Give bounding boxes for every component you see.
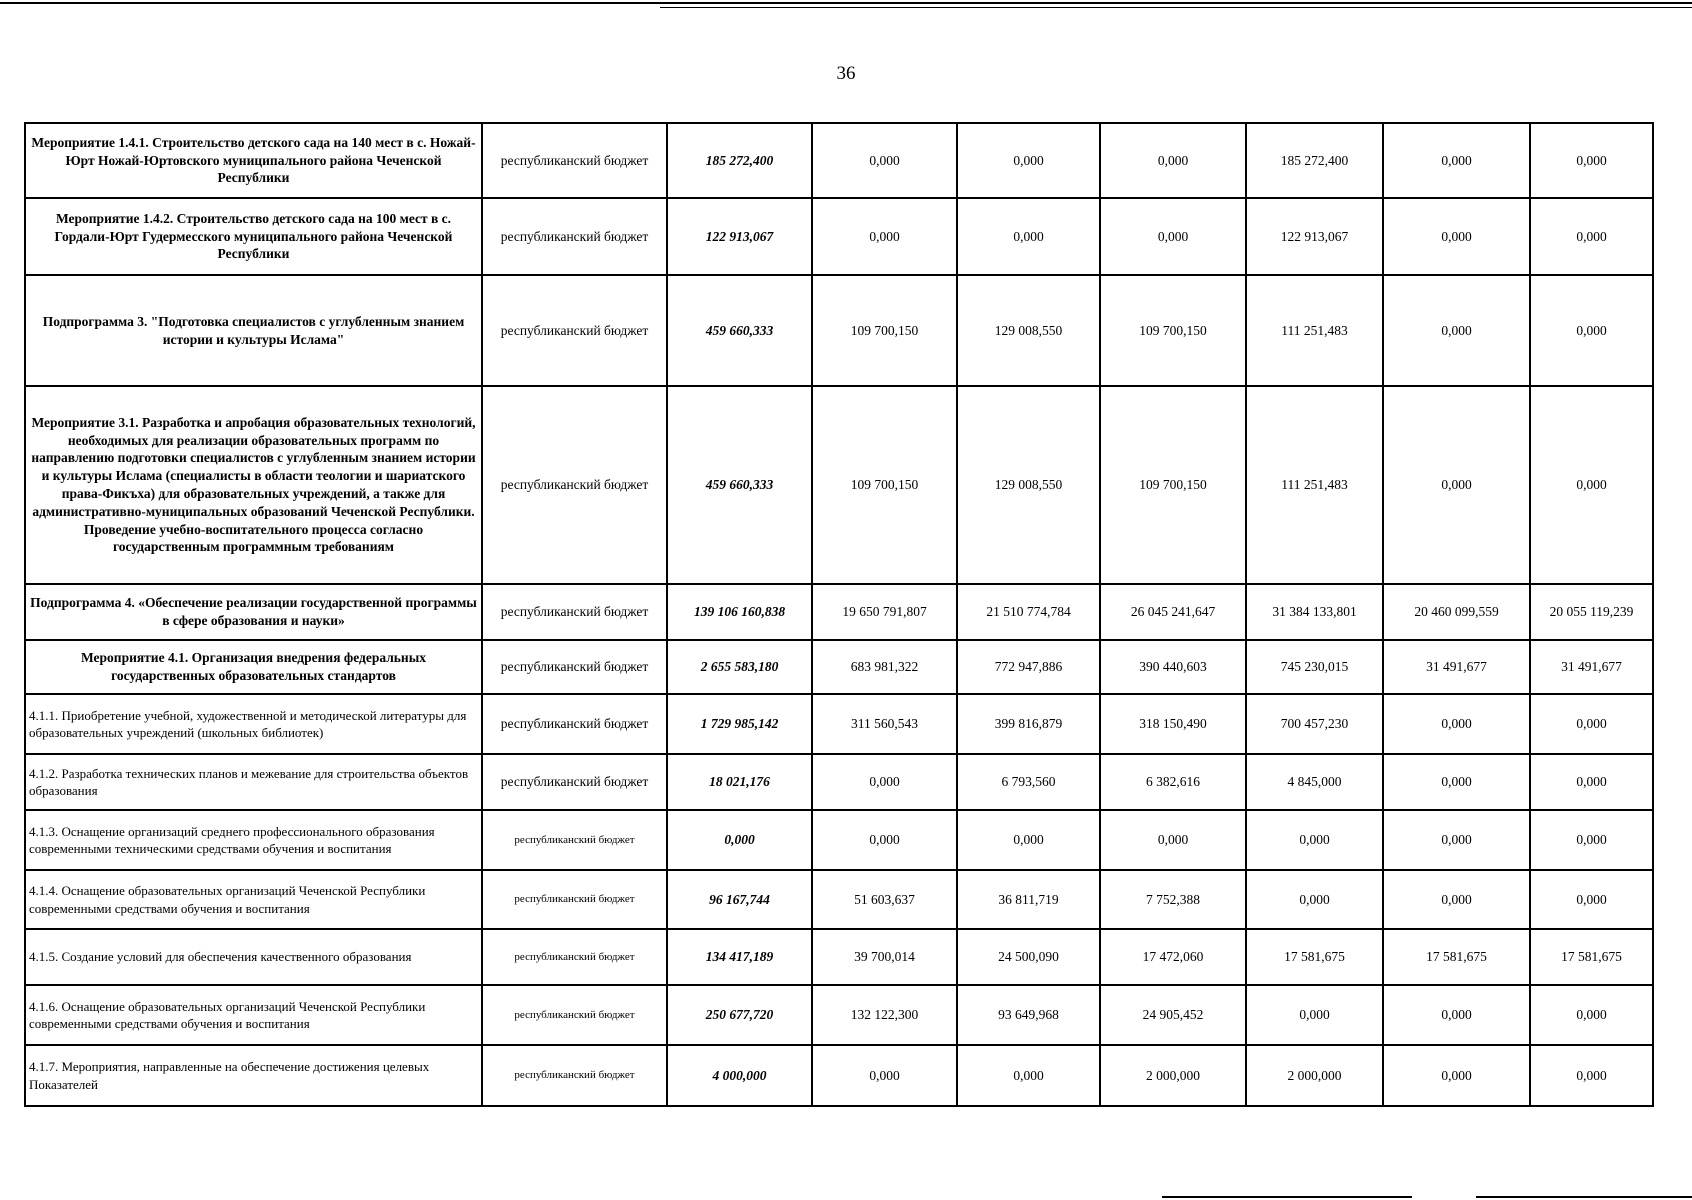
year-amount-6: 31 491,677 [1530,640,1653,694]
year-amount-2: 0,000 [957,1045,1100,1106]
year-amount-5: 0,000 [1383,198,1530,275]
year-amount-5: 0,000 [1383,694,1530,754]
table-row [25,1045,1653,1106]
total-amount: 2 655 583,180 [667,640,812,694]
year-amount-1: 132 122,300 [812,985,957,1045]
funding-source: республиканский бюджет [482,754,667,810]
budget-table [24,122,1654,1107]
year-amount-3: 24 905,452 [1100,985,1246,1045]
year-amount-4: 0,000 [1246,985,1383,1045]
funding-source: республиканский бюджет [482,694,667,754]
year-amount-5: 0,000 [1383,810,1530,870]
total-amount: 0,000 [667,810,812,870]
funding-source: республиканский бюджет [482,870,667,929]
year-amount-5: 20 460 099,559 [1383,584,1530,640]
funding-source: республиканский бюджет [482,1045,667,1106]
year-amount-5: 0,000 [1383,386,1530,584]
table-row [25,985,1653,1045]
row-description: Подпрограмма 4. «Обеспечение реализации государственной программы в сфере образования и науки» [25,584,482,640]
table-row [25,584,1653,640]
year-amount-3: 17 472,060 [1100,929,1246,985]
year-amount-1: 39 700,014 [812,929,957,985]
year-amount-6: 0,000 [1530,810,1653,870]
year-amount-1: 19 650 791,807 [812,584,957,640]
scan-top-line-right [660,7,1692,8]
total-amount: 250 677,720 [667,985,812,1045]
total-amount: 122 913,067 [667,198,812,275]
total-amount: 185 272,400 [667,123,812,198]
year-amount-1: 311 560,543 [812,694,957,754]
year-amount-4: 111 251,483 [1246,386,1383,584]
year-amount-5: 0,000 [1383,1045,1530,1106]
total-amount: 459 660,333 [667,275,812,386]
year-amount-1: 109 700,150 [812,386,957,584]
year-amount-2: 21 510 774,784 [957,584,1100,640]
year-amount-2: 36 811,719 [957,870,1100,929]
year-amount-6: 0,000 [1530,754,1653,810]
year-amount-2: 0,000 [957,198,1100,275]
row-description: Подпрограмма 3. "Подготовка специалистов с углубленным знанием истории и культуры Ислама" [25,275,482,386]
total-amount: 4 000,000 [667,1045,812,1106]
year-amount-2: 24 500,090 [957,929,1100,985]
year-amount-1: 0,000 [812,198,957,275]
year-amount-5: 17 581,675 [1383,929,1530,985]
year-amount-3: 26 045 241,647 [1100,584,1246,640]
year-amount-6: 0,000 [1530,985,1653,1045]
row-description: 4.1.5. Создание условий для обеспечения качественного образования [25,929,482,985]
funding-source: республиканский бюджет [482,929,667,985]
scan-bottom-line-left [1162,1196,1412,1198]
page-number: 36 [836,63,856,84]
year-amount-3: 390 440,603 [1100,640,1246,694]
year-amount-4: 0,000 [1246,870,1383,929]
scan-bottom-line-right [1476,1196,1692,1198]
row-description: Мероприятие 3.1. Разработка и апробация образовательных технологий, необходимых для реализации образовательных программ по направлению подготовки специалистов с углубленным знанием истории и культуры Ислама (специалисты в области теологии и шариатского права-Фикъха) для образовательных учреждений, а также для административно-муниципальных образований Чеченской Республики. Проведение учебно-воспитательного процесса согласно государственным программным требованиям [25,386,482,584]
total-amount: 1 729 985,142 [667,694,812,754]
table-row [25,870,1653,929]
year-amount-6: 0,000 [1530,870,1653,929]
year-amount-6: 0,000 [1530,386,1653,584]
year-amount-1: 683 981,322 [812,640,957,694]
row-description: 4.1.3. Оснащение организаций среднего профессионального образования современными техническими средствами обучения и воспитания [25,810,482,870]
total-amount: 139 106 160,838 [667,584,812,640]
funding-source: республиканский бюджет [482,198,667,275]
table-row [25,810,1653,870]
year-amount-1: 0,000 [812,754,957,810]
funding-source: республиканский бюджет [482,810,667,870]
funding-source: республиканский бюджет [482,985,667,1045]
year-amount-1: 51 603,637 [812,870,957,929]
table-row [25,929,1653,985]
year-amount-1: 0,000 [812,1045,957,1106]
year-amount-5: 0,000 [1383,870,1530,929]
year-amount-2: 6 793,560 [957,754,1100,810]
year-amount-6: 0,000 [1530,1045,1653,1106]
year-amount-5: 31 491,677 [1383,640,1530,694]
year-amount-3: 2 000,000 [1100,1045,1246,1106]
row-description: Мероприятие 1.4.2. Строительство детского сада на 100 мест в с. Гордали-Юрт Гудермесского муниципального района Чеченской Республики [25,198,482,275]
table-row [25,694,1653,754]
year-amount-1: 0,000 [812,810,957,870]
year-amount-6: 20 055 119,239 [1530,584,1653,640]
year-amount-4: 2 000,000 [1246,1045,1383,1106]
year-amount-2: 93 649,968 [957,985,1100,1045]
year-amount-4: 31 384 133,801 [1246,584,1383,640]
year-amount-2: 399 816,879 [957,694,1100,754]
year-amount-1: 109 700,150 [812,275,957,386]
year-amount-6: 0,000 [1530,694,1653,754]
year-amount-5: 0,000 [1383,123,1530,198]
year-amount-3: 6 382,616 [1100,754,1246,810]
year-amount-2: 0,000 [957,810,1100,870]
year-amount-3: 0,000 [1100,810,1246,870]
year-amount-1: 0,000 [812,123,957,198]
scan-top-line [0,2,1692,4]
year-amount-3: 109 700,150 [1100,275,1246,386]
table-row [25,198,1653,275]
year-amount-6: 0,000 [1530,275,1653,386]
year-amount-5: 0,000 [1383,275,1530,386]
year-amount-2: 129 008,550 [957,386,1100,584]
row-description: 4.1.4. Оснащение образовательных организаций Чеченской Республики современными средствами обучения и воспитания [25,870,482,929]
funding-source: республиканский бюджет [482,584,667,640]
row-description: 4.1.7. Мероприятия, направленные на обеспечение достижения целевых Показателей [25,1045,482,1106]
row-description: 4.1.6. Оснащение образовательных организаций Чеченской Республики современными средствами обучения и воспитания [25,985,482,1045]
table-row [25,754,1653,810]
funding-source: республиканский бюджет [482,123,667,198]
year-amount-4: 17 581,675 [1246,929,1383,985]
year-amount-3: 0,000 [1100,123,1246,198]
funding-source: республиканский бюджет [482,275,667,386]
year-amount-3: 0,000 [1100,198,1246,275]
row-description: Мероприятие 4.1. Организация внедрения федеральных государственных образовательных стандартов [25,640,482,694]
year-amount-4: 111 251,483 [1246,275,1383,386]
total-amount: 18 021,176 [667,754,812,810]
year-amount-3: 318 150,490 [1100,694,1246,754]
year-amount-5: 0,000 [1383,754,1530,810]
year-amount-3: 109 700,150 [1100,386,1246,584]
table-row [25,275,1653,386]
funding-source: республиканский бюджет [482,386,667,584]
year-amount-4: 700 457,230 [1246,694,1383,754]
row-description: 4.1.1. Приобретение учебной, художественной и методической литературы для образовательных учреждений (школьных библиотек) [25,694,482,754]
row-description: 4.1.2. Разработка технических планов и межевание для строительства объектов образования [25,754,482,810]
year-amount-4: 4 845,000 [1246,754,1383,810]
year-amount-4: 745 230,015 [1246,640,1383,694]
year-amount-6: 0,000 [1530,123,1653,198]
year-amount-2: 0,000 [957,123,1100,198]
year-amount-4: 122 913,067 [1246,198,1383,275]
year-amount-4: 0,000 [1246,810,1383,870]
total-amount: 96 167,744 [667,870,812,929]
year-amount-3: 7 752,388 [1100,870,1246,929]
year-amount-2: 129 008,550 [957,275,1100,386]
table-row [25,123,1653,198]
row-description: Мероприятие 1.4.1. Строительство детского сада на 140 мест в с. Ножай-Юрт Ножай-Юртовского муниципального района Чеченской Республики [25,123,482,198]
year-amount-5: 0,000 [1383,985,1530,1045]
total-amount: 459 660,333 [667,386,812,584]
table-row [25,640,1653,694]
year-amount-6: 0,000 [1530,198,1653,275]
total-amount: 134 417,189 [667,929,812,985]
year-amount-4: 185 272,400 [1246,123,1383,198]
funding-source: республиканский бюджет [482,640,667,694]
year-amount-6: 17 581,675 [1530,929,1653,985]
year-amount-2: 772 947,886 [957,640,1100,694]
table-row [25,386,1653,584]
